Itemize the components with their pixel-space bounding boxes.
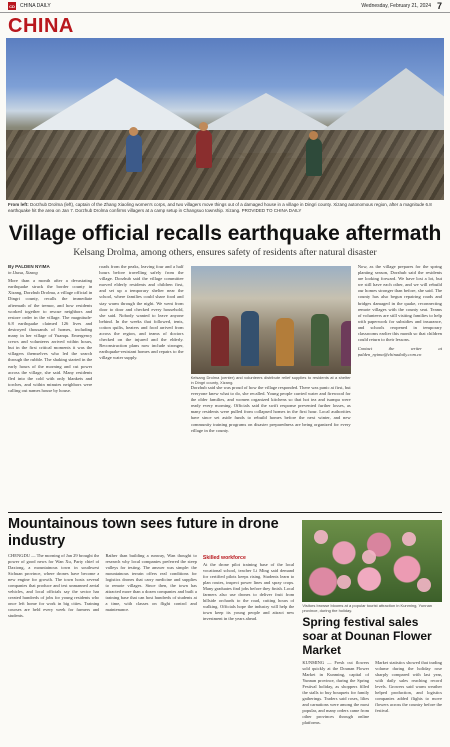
story-text-2: roads from the peaks, leaving four and a half hours before travelling safely from the village. Dorzhub said the village committee moved elderly residents and children first, and set up a temporary shelter near the school, where families could share food and stay warm through the night. We went from door to door and checked every household, she said. Nobody wanted to leave anyone behind. In the weeks that followed, tents, cotton quilts, heaters and food arrived from across the region, and teams of doctors checked on the injured and the elderly. Reconstruction plans now include stronger, earthquake-resistant homes and repairs to the village water supply. <box>99 264 184 361</box>
story-column-1 <box>8 264 92 508</box>
drone-text-3: At the drone pilot training base of the local vocational school, teacher Li Ming said demand for certified pilots keeps rising. Students learn to plan routes, inspect power lines and spray crops. Many graduates find jobs before they finish. Local farmers also use drones to deliver fruit from hillside orchards to the road, cutting hours of walking. Officials hope the industry will help the town keep its young people and attract new investment in the years ahead. <box>202 562 295 621</box>
story-column-3 <box>191 264 351 508</box>
masthead <box>0 0 450 13</box>
story-text-1: More than a month after a devastating earthquake struck the border county in Xizang, Dorzhub Drolma, a village official in Dingri county, recalls the immediate aftermath of the tremor, and how residents worked together to rescue neighbors and restore order in the village. The magnitude-6.8 earthquake claimed 126 lives and destroyed thousands of homes, including many in her village of Yuanqu. Emergency crews and volunteers arrived within hours, but in the first critical moments it was the villagers themselves who led the search through the rubble. The shaking started in the early hours of the morning and cut power across the village, she said. Many residents fled into the cold with only blankets and torches, and within minutes neighbors were calling out names house by house. <box>8 278 93 393</box>
page-number: 7 <box>436 1 442 11</box>
main-story <box>0 258 450 508</box>
flower-photo-caption: Visitors browse blooms at a popular tourist attraction in Kunming, Yunnan province, during the holiday. <box>302 603 433 613</box>
byline-location: in Lhasa, Xizang <box>8 270 38 276</box>
drone-column-3 <box>203 553 294 747</box>
drone-story <box>8 516 294 747</box>
drone-headline: Mountainous town sees future in drone industry <box>8 516 279 549</box>
flower-photo <box>302 520 442 602</box>
main-headline: Village official recalls earthquake aftermath <box>8 222 442 245</box>
flower-headline: Spring festival sales soar at Dounan Flower Market <box>302 615 432 657</box>
relief-photo-caption: Kelsang Drolma (center) and volunteers distribute relief supplies to residents at a shelter in Dingri county, Xizang. <box>190 375 351 385</box>
logo: CD <box>9 3 15 9</box>
drone-subsection: Skilled workforce <box>202 555 246 561</box>
writer-contact: Contact the writer at palden_nyima@chinadaily.com.cn <box>357 346 442 358</box>
section-title: CHINA <box>8 15 74 37</box>
flower-story <box>302 516 442 747</box>
story-column-4 <box>358 264 442 508</box>
flower-column-1: KUNMING — Fresh cut flowers sold quickly at the Dounan Flower Market in Kunming, capital of Yunnan province, during the Spring Festival holiday, as shoppers filled the stalls to buy bouquets for family gatherings. Traders said roses, lilies and carnations were among the most popular, and many orders came from other provinces through online platforms. <box>302 660 370 725</box>
story-column-2 <box>99 264 183 508</box>
byline: By PALDEN NYIMA <box>8 264 50 269</box>
bottom-stories <box>0 513 450 747</box>
story-text-4: Now, as the village prepares for the spring planting season, Dorzhub said the residents are looking forward. We have lost a lot, but we still have each other, and we will rebuild our homes stronger than before, she said. The county has also begun repairing roads and bridges damaged in the quake, reconnecting remote villages with the county seat. Teams of volunteers are still visiting families to help with paperwork for subsidies and insurance, and schools reopened in temporary classrooms earlier this month so that children could return to their lessons. <box>357 264 442 343</box>
masthead-left <box>8 2 51 10</box>
drone-column-2: Rather than building a runway, Wan thought to research why local companies preferred the steep valleys for testing. The answer was simple: the mountainous terrain offers real conditions for logistics drones that carry medicine and supplies to remote villages. Since then, the town has attracted more than a dozen companies and built a training base that can host hundreds of students at a time, with classes on flight control and maintenance. <box>105 553 197 612</box>
story-text-3: Dorzhub said she was proud of how the village responded. There was panic at first, but everyone knew what to do, she recalled. Young people carried water and firewood for the older families, and women organized kitchens so that hot tea and tsampa were ready every morning. Officials said the swift response prevented further losses, as many residents were pulled from collapsed homes in the first hour. Local authorities have since set aside funds to rebuild homes before the next winter, and new community training programs on disaster preparedness are being organized for every village in the county. <box>190 385 351 433</box>
drone-column-1: CHENGDU — The morning of Jan 29 brought the power of good news for Wan Xu, Party chief of Daxiong, a mountainous town in southwest Sichuan province, where drones have become a new engine for growth. The town hosts several companies that produce and test unmanned aerial vehicles, and local officials say the sector has created hundreds of jobs for young residents who once left home for work in big cities. Training courses are held every week for farmers and students. <box>8 553 100 618</box>
masthead-right <box>361 1 442 11</box>
caption-text: Dorzhub Drolma (left), captain of the Zhang Xiaoling women's corps, and two villagers move things out of a damaged house in a village in Dingri county. Xizang autonomous region, after a magnitude 6.8 earthquake hit the area on Jan 7. Dorzhub Drolma confirms villagers at a camp setup in Changsuo township. Xizang. PROVIDED TO CHINA DAILY <box>8 202 432 213</box>
issue-date: Wednesday, February 21, 2024 <box>361 3 431 9</box>
caption-lead: From left: <box>8 202 29 207</box>
paper-name: CHINA DAILY <box>20 3 51 9</box>
main-subhead: Kelsang Drolma, among others, ensures safety of residents after natural disaster <box>73 248 377 258</box>
lead-photo <box>6 38 444 200</box>
lead-photo-caption <box>0 200 450 216</box>
relief-photo <box>191 266 351 374</box>
flower-column-2: Market statistics showed that trading volume during the holiday rose sharply compared with last year, with daily sales reaching record levels. Growers said warm weather helped production, and logistics companies added flights to move flowers across the country before the festival. <box>375 660 443 713</box>
